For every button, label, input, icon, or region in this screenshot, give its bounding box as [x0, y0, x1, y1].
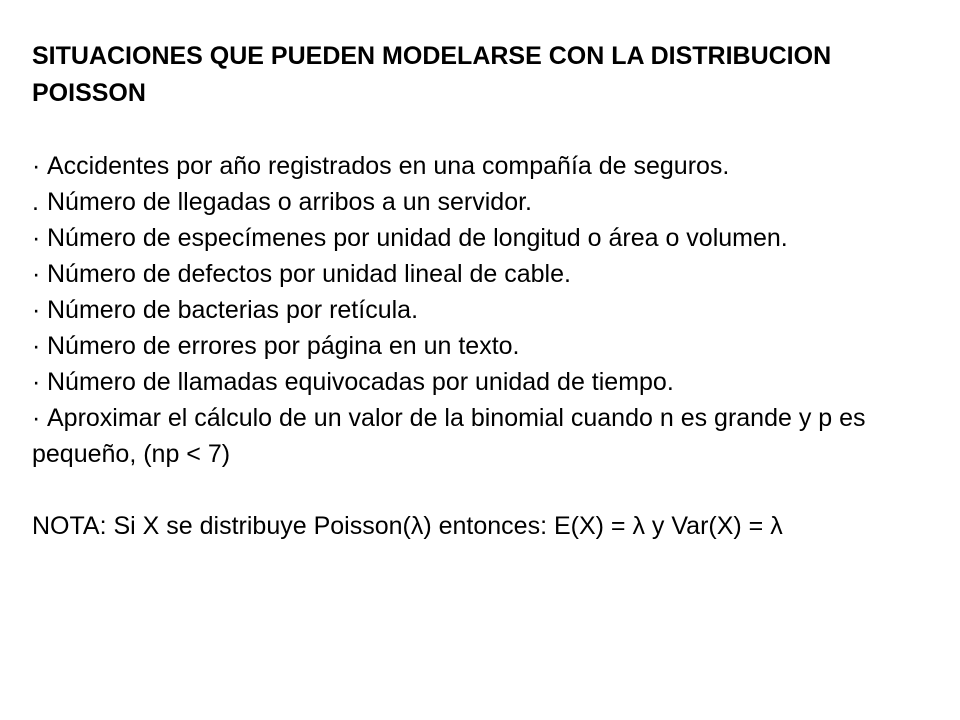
list-item-text: Aproximar el cálculo de un valor de la binomial cuando n es grande y p es pequeño, (np < 7)	[32, 404, 866, 468]
list-item	[32, 292, 912, 328]
list-item-text: Número de llamadas equivocadas por unidad de tiempo.	[47, 368, 674, 396]
note-text: NOTA: Si X se distribuye Poisson(λ) entonces: E(X) = λ y Var(X) = λ	[32, 512, 783, 540]
bullet: ·	[32, 260, 41, 288]
list-item-text: Número de errores por página en un texto.	[47, 332, 520, 360]
slide	[32, 38, 912, 544]
list-item	[32, 220, 912, 256]
bullet: ·	[32, 332, 41, 360]
list-item-text: Número de defectos por unidad lineal de cable.	[47, 260, 571, 288]
bullet: .	[32, 188, 39, 216]
list-item	[32, 184, 912, 220]
list-item-text: Número de llegadas o arribos a un servidor.	[47, 188, 532, 216]
bullet: ·	[32, 224, 41, 252]
bullet: ·	[32, 296, 41, 324]
list-item	[32, 400, 912, 472]
bullet: ·	[32, 404, 41, 432]
list-item	[32, 328, 912, 364]
slide-title: SITUACIONES QUE PUEDEN MODELARSE CON LA DISTRIBUCION POISSON	[32, 42, 832, 107]
list-item-text: Número de bacterias por retícula.	[47, 296, 419, 324]
list-item-text: Accidentes por año registrados en una compañía de seguros.	[47, 152, 730, 180]
situations-list	[32, 148, 912, 472]
list-item-text: Número de especímenes por unidad de longitud o área o volumen.	[47, 224, 788, 252]
bullet: ·	[32, 368, 41, 396]
list-item	[32, 364, 912, 400]
bullet: ·	[32, 152, 41, 180]
list-item	[32, 148, 912, 184]
list-item	[32, 256, 912, 292]
